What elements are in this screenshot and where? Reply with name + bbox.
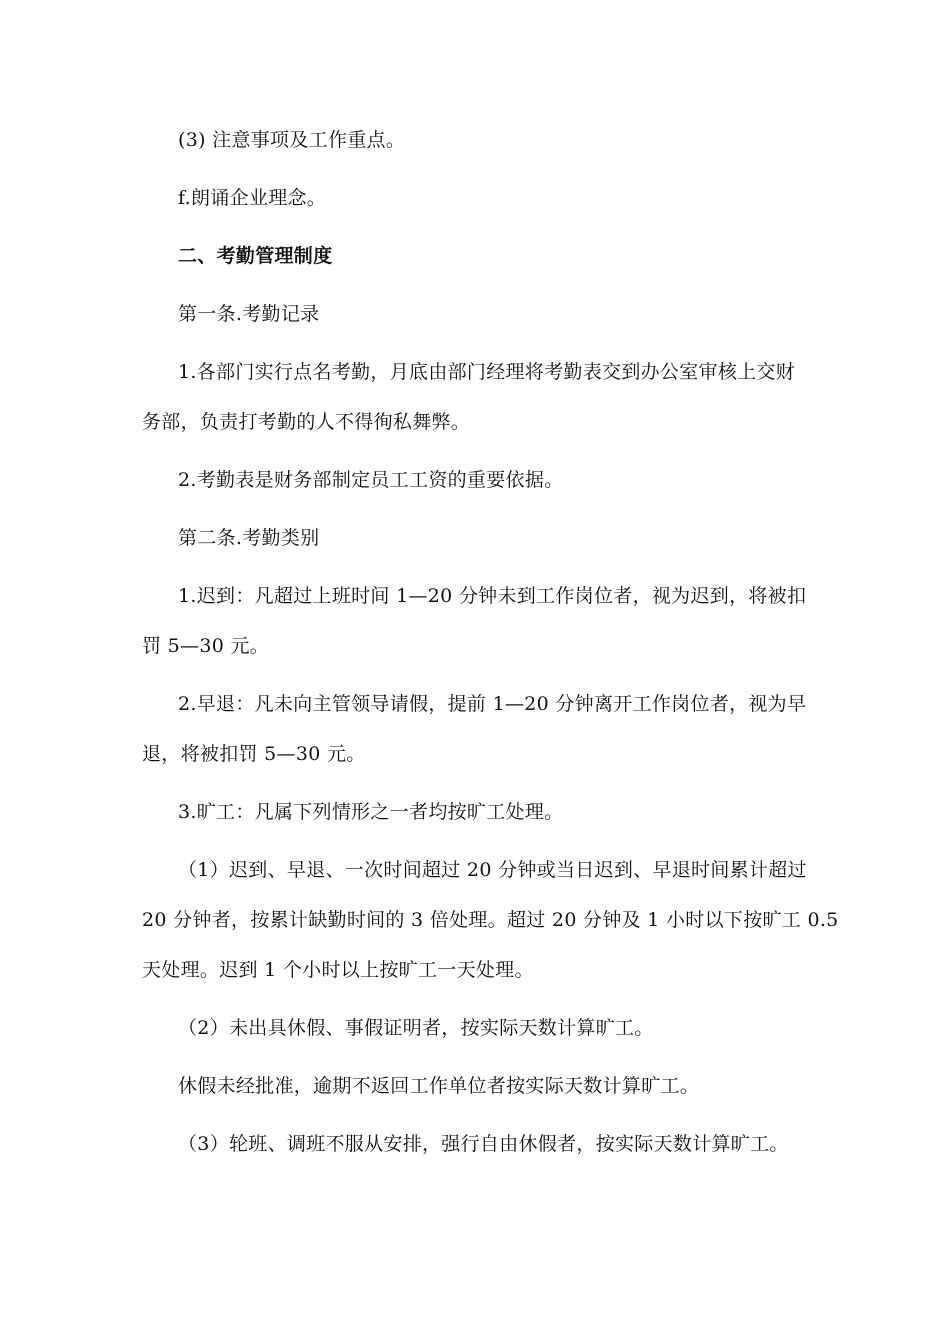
article-2-item-1-line-2: 罚 5—30 元。: [142, 635, 270, 657]
article-2-title: 第二条.考勤类别: [178, 527, 320, 549]
absence-rule-1-line-1: （1）迟到、早退、一次时间超过 20 分钟或当日迟到、早退时间累计超过: [178, 859, 807, 881]
absence-rule-1-line-3: 天处理。迟到 1 个小时以上按旷工一天处理。: [142, 959, 534, 981]
article-2-item-1-line-1: 1.迟到：凡超过上班时间 1—20 分钟未到工作岗位者，视为迟到，将被扣: [178, 585, 807, 607]
paragraph-item-3-notes: (3) 注意事项及工作重点。: [178, 129, 406, 151]
paragraph-item-f: f.朗诵企业理念。: [178, 187, 327, 209]
article-2-item-3: 3.旷工：凡属下列情形之一者均按旷工处理。: [178, 801, 564, 823]
absence-rule-3: （3）轮班、调班不服从安排，强行自由休假者，按实际天数计算旷工。: [178, 1133, 789, 1155]
article-2-item-2-line-1: 2.早退：凡未向主管领导请假，提前 1—20 分钟离开工作岗位者，视为早: [178, 693, 807, 715]
article-1-item-1-line-1: 1.各部门实行点名考勤，月底由部门经理将考勤表交到办公室审核上交财: [178, 361, 796, 383]
absence-rule-leave: 休假未经批准，逾期不返回工作单位者按实际天数计算旷工。: [178, 1075, 700, 1097]
section-heading-attendance: 二、考勤管理制度: [178, 245, 333, 267]
article-1-item-1-line-2: 务部，负责打考勤的人不得徇私舞弊。: [142, 411, 471, 433]
article-2-item-2-line-2: 退，将被扣罚 5—30 元。: [142, 743, 366, 765]
absence-rule-2: （2）未出具休假、事假证明者，按实际天数计算旷工。: [178, 1017, 654, 1039]
article-1-title: 第一条.考勤记录: [178, 303, 320, 325]
absence-rule-1-line-2: 20 分钟者，按累计缺勤时间的 3 倍处理。超过 20 分钟及 1 小时以下按旷工 0.5: [142, 909, 839, 931]
article-1-item-2: 2.考勤表是财务部制定员工工资的重要依据。: [178, 469, 564, 491]
